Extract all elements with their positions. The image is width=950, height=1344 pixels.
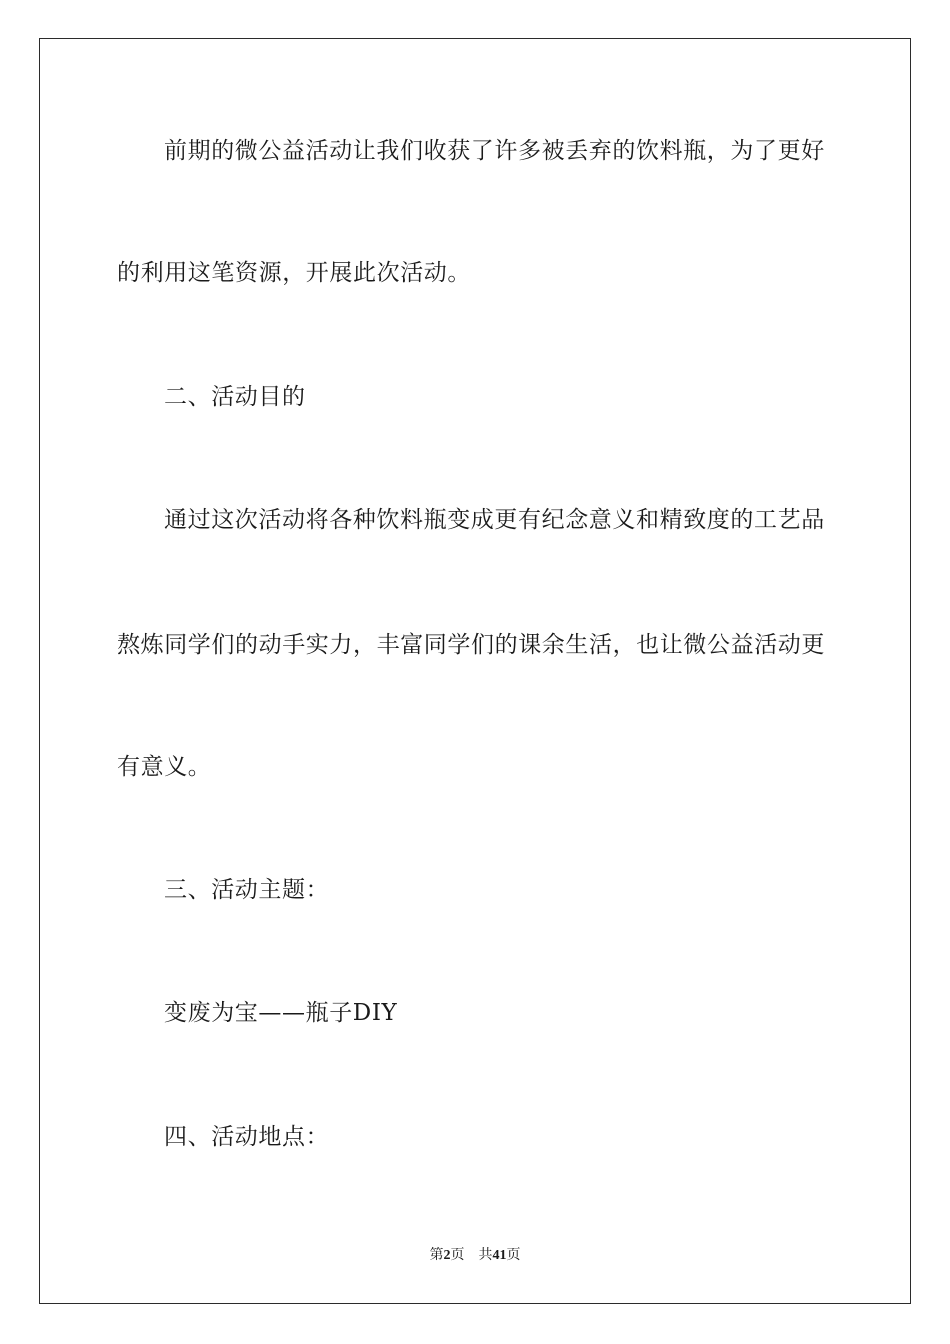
- paragraph-line: 熬炼同学们的动手实力，丰富同学们的课余生活，也让微公益活动更: [117, 632, 825, 658]
- footer-total-suffix: 页: [506, 1248, 521, 1263]
- section-heading-location: 四、活动地点：: [164, 1124, 330, 1150]
- footer-total-prefix: 共: [478, 1248, 493, 1263]
- section-heading-theme: 三、活动主题：: [164, 877, 330, 903]
- theme-text: 变废为宝——瓶子DIY: [164, 1000, 398, 1026]
- paragraph-line: 有意义。: [117, 754, 212, 780]
- footer-page-prefix: 第: [429, 1248, 444, 1263]
- footer-page-number: 2: [443, 1248, 451, 1263]
- page-border: [39, 38, 911, 1304]
- footer-total-pages: 41: [492, 1248, 507, 1263]
- section-heading-purpose: 二、活动目的: [164, 384, 306, 410]
- paragraph-line: 前期的微公益活动让我们收获了许多被丢弃的饮料瓶，为了更好: [164, 138, 825, 164]
- page-footer: [0, 1246, 950, 1266]
- paragraph-line: 通过这次活动将各种饮料瓶变成更有纪念意义和精致度的工艺品: [164, 507, 825, 533]
- footer-page-suffix: 页: [450, 1248, 465, 1263]
- paragraph-line: 的利用这笔资源，开展此次活动。: [117, 260, 471, 286]
